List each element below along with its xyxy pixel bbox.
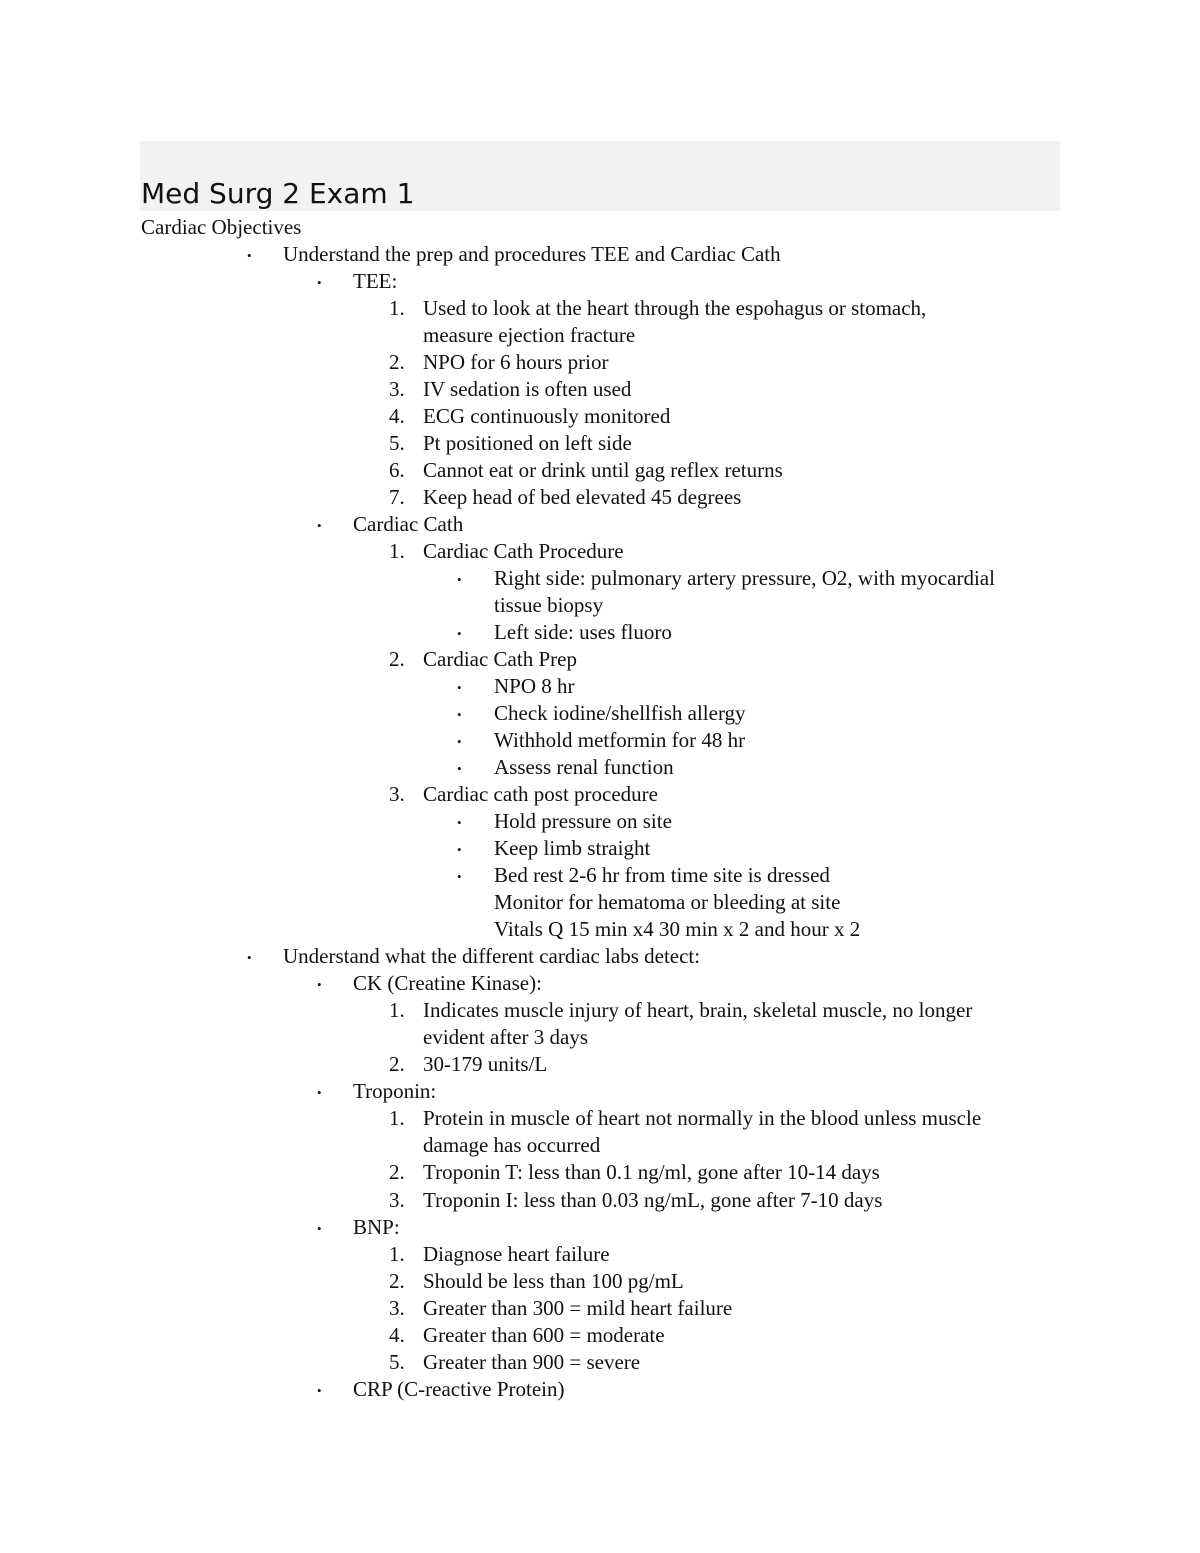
cath-prep-item: NPO 8 hr <box>494 674 575 698</box>
list-number: 4. <box>389 1323 405 1347</box>
bullet-marker: • <box>317 977 322 992</box>
bullet-marker: • <box>317 518 322 533</box>
bullet-marker: • <box>457 761 462 776</box>
cath-heading: Cardiac Cath <box>353 512 464 536</box>
list-number: 1. <box>389 1106 405 1130</box>
bnp-item: Greater than 900 = severe <box>423 1350 641 1374</box>
tee-item: NPO for 6 hours prior <box>423 350 609 374</box>
list-number: 4. <box>389 404 405 428</box>
list-number: 3. <box>389 782 405 806</box>
document-title: Med Surg 2 Exam 1 <box>141 177 415 210</box>
bullet-marker: • <box>457 734 462 749</box>
bullet-marker: • <box>457 707 462 722</box>
bullet-marker: • <box>317 275 322 290</box>
cath-prep-item: Assess renal function <box>494 755 674 779</box>
ck-item-continued: evident after 3 days <box>423 1025 589 1049</box>
section-heading: Cardiac Objectives <box>141 215 302 239</box>
list-number: 6. <box>389 458 405 482</box>
bullet-marker: • <box>457 869 462 884</box>
troponin-heading: Troponin: <box>353 1079 437 1103</box>
tee-heading: TEE: <box>353 269 398 293</box>
bullet-marker: • <box>457 680 462 695</box>
bullet-marker: • <box>317 1383 322 1398</box>
list-number: 2. <box>389 647 405 671</box>
bullet-marker: • <box>317 1085 322 1100</box>
bullet-marker: • <box>457 626 462 641</box>
cath-post-item: Keep limb straight <box>494 836 651 860</box>
list-number: 7. <box>389 485 405 509</box>
objective-2: Understand what the different cardiac labs detect: <box>283 944 701 968</box>
bnp-item: Greater than 600 = moderate <box>423 1323 665 1347</box>
bullet-marker: • <box>317 1221 322 1236</box>
bnp-item: Should be less than 100 pg/mL <box>423 1269 684 1293</box>
cath-procedure-item: Right side: pulmonary artery pressure, O2, with myocardial <box>494 566 995 590</box>
list-number: 3. <box>389 1296 405 1320</box>
list-number: 2. <box>389 350 405 374</box>
cath-procedure-heading: Cardiac Cath Procedure <box>423 539 624 563</box>
bullet-marker: • <box>247 950 252 965</box>
cath-post-item-continued: Monitor for hematoma or bleeding at site <box>494 890 841 914</box>
list-number: 3. <box>389 1188 405 1212</box>
bullet-marker: • <box>457 842 462 857</box>
ck-item: Indicates muscle injury of heart, brain, skeletal muscle, no longer <box>423 998 973 1022</box>
tee-item-continued: measure ejection fracture <box>423 323 636 347</box>
cath-post-item: Bed rest 2-6 hr from time site is dressed <box>494 863 830 887</box>
cath-prep-heading: Cardiac Cath Prep <box>423 647 577 671</box>
list-number: 1. <box>389 1242 405 1266</box>
crp-heading: CRP (C-reactive Protein) <box>353 1377 565 1401</box>
bnp-item: Diagnose heart failure <box>423 1242 610 1266</box>
cath-prep-item: Check iodine/shellfish allergy <box>494 701 746 725</box>
list-number: 5. <box>389 431 405 455</box>
objective-1: Understand the prep and procedures TEE and Cardiac Cath <box>283 242 781 266</box>
ck-heading: CK (Creatine Kinase): <box>353 971 542 995</box>
tee-item: Cannot eat or drink until gag reflex returns <box>423 458 783 482</box>
list-number: 2. <box>389 1269 405 1293</box>
cath-procedure-item-continued: tissue biopsy <box>494 593 604 617</box>
bullet-marker: • <box>457 572 462 587</box>
ck-item: 30-179 units/L <box>423 1052 548 1076</box>
cath-procedure-item: Left side: uses fluoro <box>494 620 672 644</box>
cath-post-heading: Cardiac cath post procedure <box>423 782 658 806</box>
cath-prep-item: Withhold metformin for 48 hr <box>494 728 746 752</box>
list-number: 5. <box>389 1350 405 1374</box>
tee-item: Pt positioned on left side <box>423 431 632 455</box>
cath-post-item: Hold pressure on site <box>494 809 672 833</box>
list-number: 2. <box>389 1052 405 1076</box>
list-number: 1. <box>389 296 405 320</box>
troponin-item: Troponin I: less than 0.03 ng/mL, gone after 7-10 days <box>423 1188 883 1212</box>
bnp-heading: BNP: <box>353 1215 400 1239</box>
tee-item: Keep head of bed elevated 45 degrees <box>423 485 742 509</box>
list-number: 2. <box>389 1160 405 1184</box>
tee-item: ECG continuously monitored <box>423 404 671 428</box>
cath-post-item-continued: Vitals Q 15 min x4 30 min x 2 and hour x 2 <box>494 917 861 941</box>
tee-item: IV sedation is often used <box>423 377 632 401</box>
list-number: 1. <box>389 998 405 1022</box>
troponin-item: Troponin T: less than 0.1 ng/ml, gone after 10-14 days <box>423 1160 880 1184</box>
list-number: 1. <box>389 539 405 563</box>
bullet-marker: • <box>457 815 462 830</box>
troponin-item-continued: damage has occurred <box>423 1133 601 1157</box>
list-number: 3. <box>389 377 405 401</box>
troponin-item: Protein in muscle of heart not normally in the blood unless muscle <box>423 1106 982 1130</box>
bullet-marker: • <box>247 248 252 263</box>
bnp-item: Greater than 300 = mild heart failure <box>423 1296 733 1320</box>
tee-item: Used to look at the heart through the espohagus or stomach, <box>423 296 927 320</box>
